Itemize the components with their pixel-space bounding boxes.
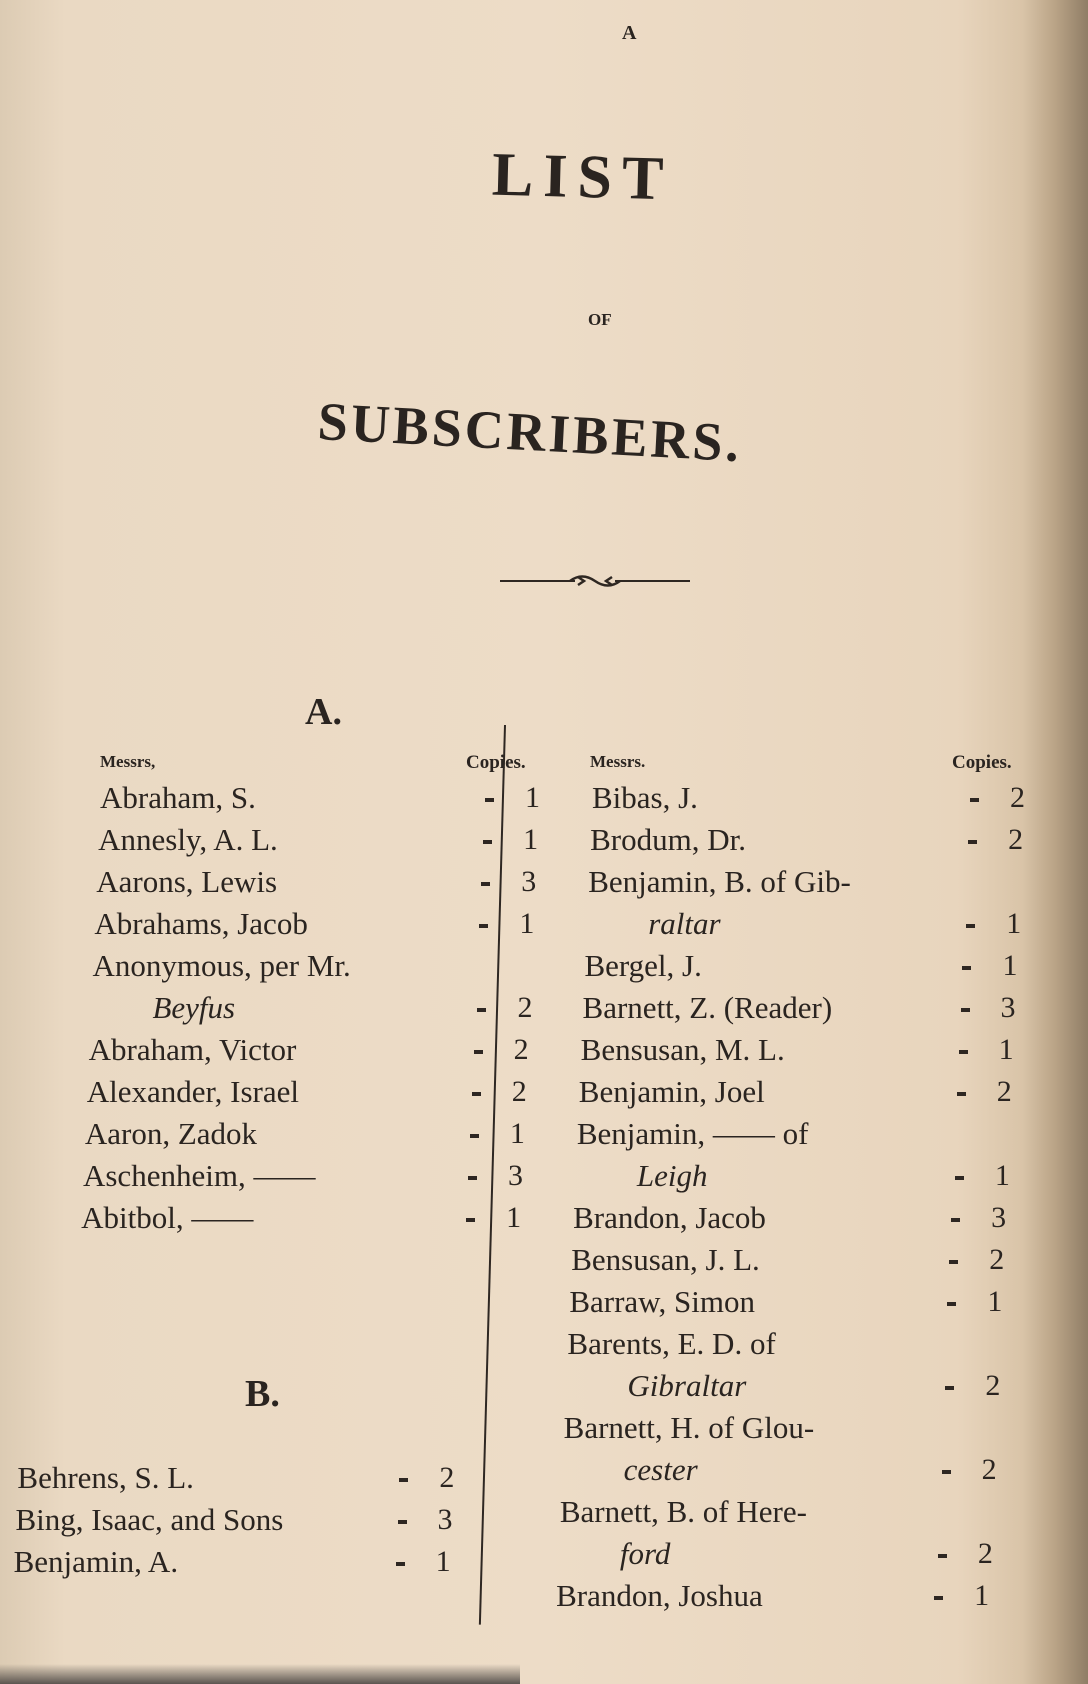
leader-dash	[477, 1008, 486, 1012]
subscriber-name: Benjamin, Joel	[578, 1074, 765, 1109]
subscriber-name: Benjamin, A.	[13, 1544, 179, 1579]
copies-count: 3	[507, 1159, 523, 1192]
copies-count: 3	[1000, 991, 1016, 1024]
subscriber-name-continuation: cester	[623, 1452, 698, 1487]
list-item	[94, 906, 308, 942]
subscriber-name: Abitbol, ——	[81, 1200, 254, 1235]
subscriber-name: Bing, Isaac, and Sons	[15, 1502, 284, 1537]
leader-dash	[955, 1176, 964, 1180]
leader-dash	[959, 1050, 968, 1054]
subscriber-name: Aschenheim, ——	[82, 1158, 316, 1193]
copies-count: 1	[987, 1285, 1003, 1318]
copies-count: 3	[521, 865, 537, 898]
list-item	[85, 1116, 257, 1152]
page-shadow	[0, 1664, 520, 1684]
list-item	[100, 780, 256, 816]
copies-count: 1	[998, 1033, 1014, 1066]
list-item	[576, 1116, 809, 1193]
subscriber-name: Anonymous, per Mr.	[92, 948, 351, 983]
leader-dash	[470, 1134, 479, 1138]
subscriber-name-continuation: Leigh	[636, 1158, 708, 1193]
subscriber-name-continuation: ford	[619, 1536, 671, 1571]
leader-dash	[957, 1092, 966, 1096]
list-item	[92, 948, 351, 1025]
leader-dash	[472, 1092, 481, 1096]
subscriber-name: Bensusan, J. L.	[571, 1242, 760, 1277]
list-item	[581, 1032, 785, 1068]
list-item	[567, 1326, 776, 1403]
subscriber-name: Bensusan, M. L.	[580, 1032, 785, 1067]
subscriber-name: Bibas, J.	[592, 780, 698, 815]
subscriber-name: Abraham, S.	[100, 780, 256, 815]
leader-dash	[945, 1386, 954, 1390]
leader-dash	[942, 1470, 951, 1474]
copies-count: 1	[1002, 949, 1018, 982]
subscriber-name: Barnett, B. of Here-	[559, 1494, 807, 1529]
messrs-label-left: Messrs,	[100, 752, 156, 771]
title-list: LIST	[491, 140, 675, 214]
subscriber-name: Brandon, Jacob	[573, 1200, 766, 1235]
list-item	[98, 822, 278, 858]
list-item	[81, 1200, 253, 1236]
list-item	[569, 1284, 755, 1320]
subscriber-name: Benjamin, —— of	[576, 1116, 809, 1151]
column-divider	[479, 725, 506, 1625]
list-item	[96, 864, 277, 900]
leader-dash	[399, 1478, 408, 1482]
subscriber-name: Bergel, J.	[584, 948, 702, 983]
list-item	[14, 1544, 178, 1580]
leader-dash	[970, 798, 979, 802]
copies-count: 1	[509, 1117, 525, 1150]
leader-dash	[968, 840, 977, 844]
list-item	[16, 1502, 284, 1538]
list-item	[573, 1200, 766, 1236]
leader-dash	[483, 840, 492, 844]
list-item	[83, 1158, 315, 1194]
list-item	[556, 1578, 763, 1614]
list-item	[87, 1074, 299, 1110]
list-item	[559, 1494, 807, 1571]
copies-count: 2	[1008, 823, 1024, 856]
leader-dash	[934, 1596, 943, 1600]
list-item	[588, 864, 851, 941]
list-item	[592, 780, 698, 816]
list-item	[579, 1074, 765, 1110]
leader-dash	[466, 1218, 475, 1222]
copies-count: 1	[1006, 907, 1022, 940]
copies-header-left: Copies.	[466, 752, 526, 773]
subscriber-name: Abrahams, Jacob	[94, 906, 308, 941]
list-item	[571, 1242, 760, 1278]
title-subscribers: SUBSCRIBERS.	[316, 391, 744, 474]
copies-count: 1	[435, 1545, 451, 1578]
subscriber-name: Alexander, Israel	[86, 1074, 299, 1109]
copies-count: 2	[1010, 781, 1025, 814]
leader-dash	[468, 1176, 477, 1180]
copies-count: 2	[513, 1033, 529, 1066]
leader-dash	[949, 1260, 958, 1264]
leader-dash	[961, 1008, 970, 1012]
copies-count: 3	[991, 1201, 1007, 1234]
header-letter-a: A	[622, 22, 637, 44]
copies-count: 2	[977, 1537, 993, 1570]
leader-dash	[947, 1302, 956, 1306]
list-item	[583, 990, 833, 1026]
copies-count: 2	[985, 1369, 1001, 1402]
subscriber-name: Barnett, H. of Glou-	[563, 1410, 815, 1445]
copies-count: 2	[981, 1453, 997, 1486]
subscriber-name: Abraham, Victor	[88, 1032, 297, 1067]
section-heading-a: A.	[305, 691, 342, 733]
subscriber-name: Brandon, Joshua	[556, 1578, 763, 1613]
copies-count: 3	[437, 1503, 453, 1536]
leader-dash	[966, 924, 975, 928]
subscriber-name: Barents, E. D. of	[567, 1326, 776, 1361]
copies-count: 1	[506, 1201, 522, 1234]
copies-count: 1	[994, 1159, 1010, 1192]
leader-dash	[481, 882, 490, 886]
subscriber-name: Benjamin, B. of Gib-	[588, 864, 851, 899]
copies-count: 1	[519, 907, 535, 940]
copies-count: 2	[996, 1075, 1012, 1108]
leader-dash	[485, 798, 494, 802]
subscriber-name-continuation: Beyfus	[152, 990, 236, 1025]
leader-dash	[951, 1218, 960, 1222]
copies-count: 2	[517, 991, 533, 1024]
list-item	[17, 1460, 194, 1496]
subscriber-name: Aarons, Lewis	[96, 864, 278, 899]
list-item	[590, 822, 746, 858]
leader-dash	[474, 1050, 483, 1054]
copies-header-right: Copies.	[952, 752, 1012, 773]
leader-dash	[396, 1562, 405, 1566]
subscriber-name: Brodum, Dr.	[590, 822, 746, 857]
subscriber-name: Barraw, Simon	[569, 1284, 755, 1319]
ornament-rule-icon	[500, 572, 690, 590]
messrs-label-right: Messrs.	[590, 752, 646, 771]
subscriber-name-continuation: raltar	[648, 906, 721, 941]
list-item	[584, 948, 701, 984]
copies-count: 1	[525, 781, 540, 814]
subscriber-name: Aaron, Zadok	[84, 1116, 258, 1151]
copies-count: 2	[989, 1243, 1005, 1276]
leader-dash	[938, 1554, 947, 1558]
copies-count: 1	[523, 823, 539, 856]
subscriber-name-continuation: Gibraltar	[627, 1368, 747, 1403]
copies-count: 2	[511, 1075, 527, 1108]
leader-dash	[398, 1520, 407, 1524]
subscriber-name: Behrens, S. L.	[17, 1460, 194, 1495]
list-item	[89, 1032, 297, 1068]
title-of: OF	[588, 310, 612, 329]
section-heading-b: B.	[245, 1373, 280, 1415]
subscriber-name: Barnett, Z. (Reader)	[582, 990, 833, 1025]
leader-dash	[962, 966, 971, 970]
leader-dash	[479, 924, 488, 928]
copies-count: 2	[439, 1461, 455, 1494]
copies-count: 1	[974, 1579, 990, 1612]
subscriber-name: Annesly, A. L.	[98, 822, 278, 857]
list-item	[563, 1410, 815, 1487]
